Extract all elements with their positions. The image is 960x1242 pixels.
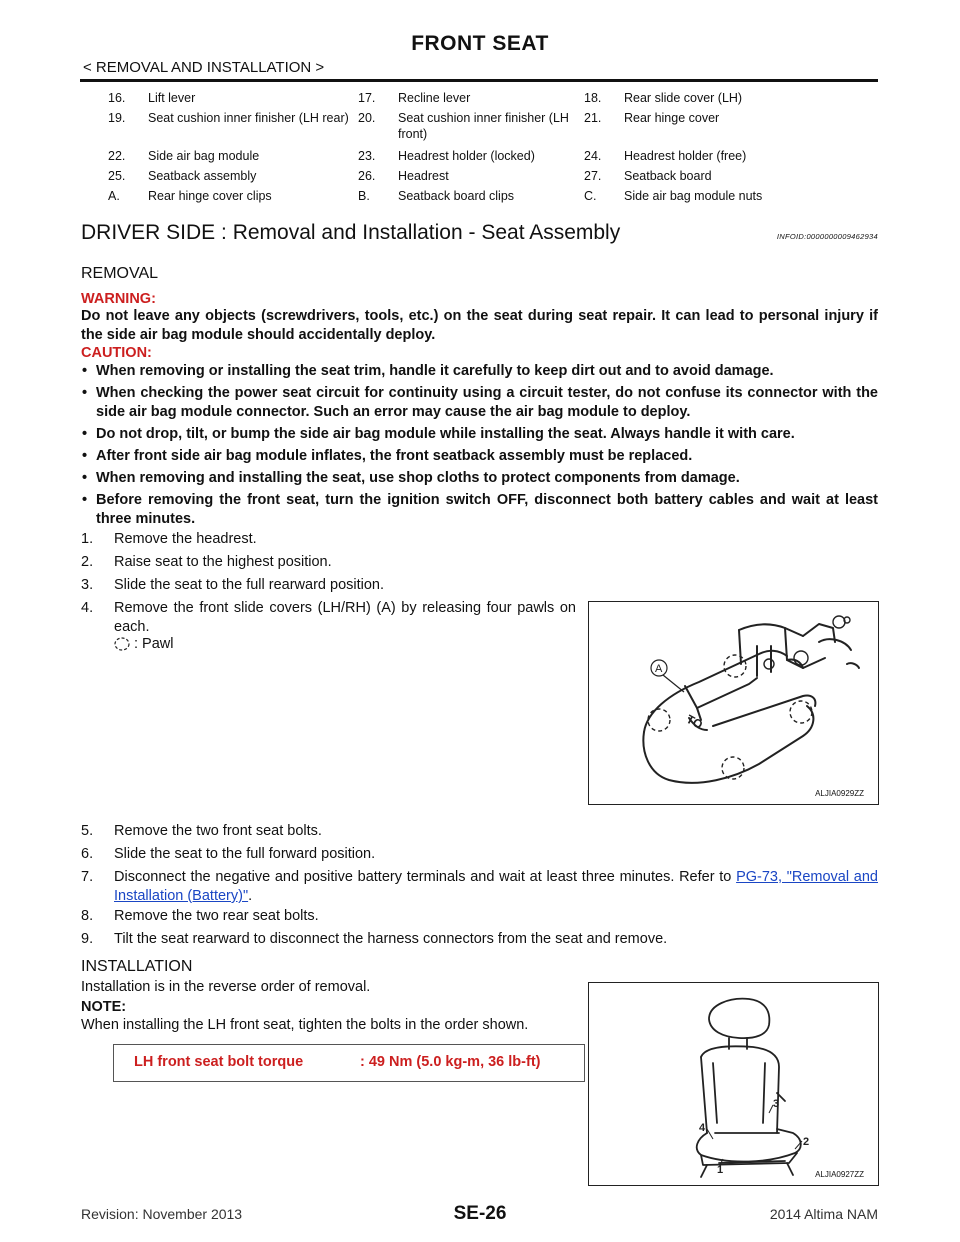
legend-item: 27. Seatback board xyxy=(584,169,712,183)
bolt-order-1: 1 xyxy=(717,1164,724,1176)
seat-illustration xyxy=(589,983,878,1185)
slide-cover-illustration xyxy=(589,602,878,804)
legend-row xyxy=(108,168,878,188)
figure-seat-bolt-order xyxy=(588,982,879,1186)
callout-a: A xyxy=(655,663,663,675)
legend-item: 19. Seat cushion inner finisher (LH rear) xyxy=(108,111,349,125)
legend-item: 22. Side air bag module xyxy=(108,149,260,163)
torque-spec-box xyxy=(113,1044,585,1082)
warning-text: Do not leave any objects (screwdrivers, tools, etc.) on the seat during seat repair. It can lead to personal injury if the side air bag module should accidentally deploy. xyxy=(81,308,878,343)
section-breadcrumb: < REMOVAL AND INSTALLATION > xyxy=(83,59,325,76)
header-rule xyxy=(80,79,878,82)
model-name: 2014 Altima NAM xyxy=(769,1206,878,1222)
legend-item: 20. Seat cushion inner finisher (LH front) xyxy=(358,111,569,141)
legend-item: 17. Recline lever xyxy=(358,91,471,105)
pawl-symbol-icon xyxy=(112,636,132,652)
legend-item: 26. Headrest xyxy=(358,169,449,183)
revision-date: Revision: November 2013 xyxy=(81,1206,243,1222)
note-text: When installing the LH front seat, tighten the bolts in the order shown. xyxy=(81,1017,529,1033)
page-code: SE-26 xyxy=(453,1203,507,1224)
svg-text:TO: TO xyxy=(683,711,706,732)
legend-item: 21. Rear hinge cover xyxy=(584,111,720,125)
legend-row xyxy=(108,188,878,208)
installation-heading: INSTALLATION xyxy=(81,958,193,975)
legend-item: B. Seatback board clips xyxy=(358,189,515,203)
note-label: NOTE: xyxy=(81,999,127,1015)
caution-item: • When removing and installing the seat, use shop cloths to protect components from damage. xyxy=(81,469,878,488)
page-title: FRONT SEAT xyxy=(411,32,549,55)
bolt-order-4: 4 xyxy=(699,1122,706,1134)
reference-link-pg73[interactable]: PG-73, "Removal and Installation (Battery)" xyxy=(114,869,879,904)
section-title: DRIVER SIDE : Removal and Installation - Seat Assembly xyxy=(81,221,621,244)
bolt-order-2: 2 xyxy=(803,1136,810,1148)
figure-id: ALJIA0929ZZ xyxy=(815,789,864,798)
legend-row xyxy=(108,148,878,168)
caution-item: • When removing or installing the seat trim, handle it carefully to keep dirt out and to avoid damage. xyxy=(81,362,878,381)
legend-row xyxy=(108,90,878,110)
caution-item: • When checking the power seat circuit for continuity using a circuit tester, do not confuse its connector with the side air bag module connector. Such an error may cause the air bag module to deploy. xyxy=(81,384,878,422)
installation-text: Installation is in the reverse order of removal. xyxy=(81,979,371,995)
legend-item: 23. Headrest holder (locked) xyxy=(358,149,535,163)
warning-label: WARNING: xyxy=(81,291,156,307)
pawl-legend xyxy=(112,636,174,652)
parts-legend xyxy=(108,90,878,208)
figure-id: ALJIA0927ZZ xyxy=(815,1170,864,1179)
legend-item: A. Rear hinge cover clips xyxy=(108,189,272,203)
removal-heading: REMOVAL xyxy=(81,265,159,282)
legend-item: 18. Rear slide cover (LH) xyxy=(584,91,743,105)
torque-value: : 49 Nm (5.0 kg-m, 36 lb-ft) xyxy=(360,1054,541,1070)
pawl-label: : Pawl xyxy=(134,636,174,652)
caution-item: • Before removing the front seat, turn the ignition switch OFF, disconnect both battery cables and wait at least three minutes. xyxy=(81,491,878,529)
legend-item: 25. Seatback assembly xyxy=(108,169,257,183)
legend-item: 24. Headrest holder (free) xyxy=(584,149,747,163)
legend-item: 16. Lift lever xyxy=(108,91,196,105)
figure-front-slide-cover xyxy=(588,601,879,805)
bolt-order-3: 3 xyxy=(773,1098,780,1110)
info-id: INFOID:0000000009462934 xyxy=(776,232,878,241)
legend-row xyxy=(108,110,878,148)
torque-label: LH front seat bolt torque xyxy=(134,1054,304,1070)
caution-list xyxy=(81,362,878,532)
legend-item: C. Side air bag module nuts xyxy=(584,189,763,203)
caution-label: CAUTION: xyxy=(81,345,152,361)
caution-item: • Do not drop, tilt, or bump the side air bag module while installing the seat. Always handle it with care. xyxy=(81,425,878,444)
caution-item: • After front side air bag module inflates, the front seatback assembly must be replaced. xyxy=(81,447,878,466)
